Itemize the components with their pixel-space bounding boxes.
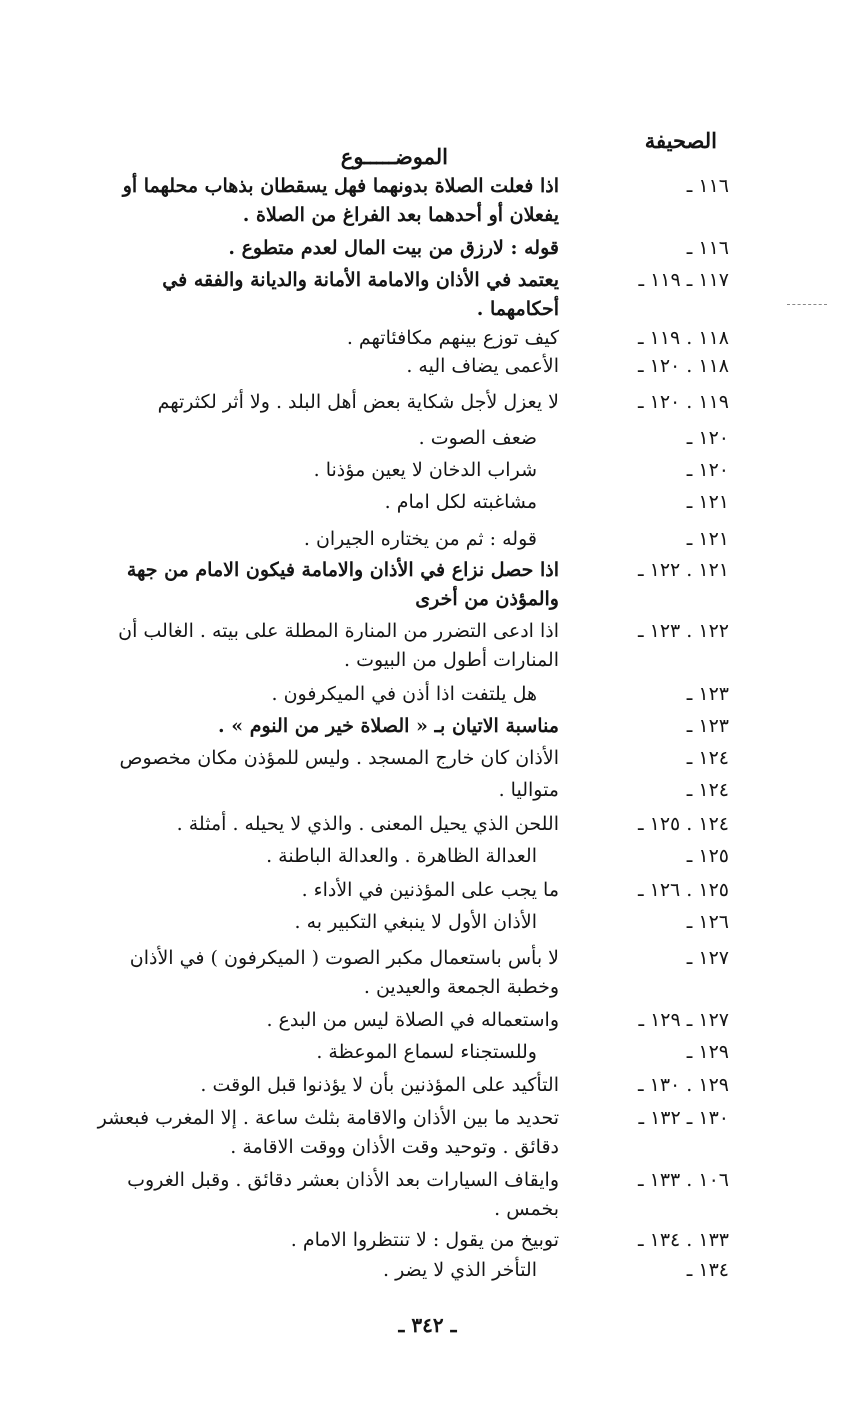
entry-pages: ١٣٤ ـ (686, 1259, 729, 1281)
entry-text: اذا فعلت الصلاة بدونهما فهل يسقطان بذهاب محلهما أو يفعلان أو أحدهما بعد الفراغ من الصلاة . (122, 175, 559, 226)
entry-pages: ١١٧ ـ ١١٩ ـ (638, 269, 729, 291)
index-entry (90, 1226, 735, 1255)
entry-text: قوله : ثم من يختاره الجيران . (303, 528, 537, 550)
index-entry (90, 876, 735, 905)
entry-pages: ١٢٠ ـ (686, 427, 729, 449)
entry-pages: ١٢٦ ـ (686, 911, 729, 933)
entry-text: هل يلتفت اذا أذن في الميكرفون . (271, 683, 537, 705)
index-entry (90, 525, 735, 554)
entry-pages: ١٢٣ ـ (686, 715, 729, 737)
index-entry (90, 1071, 735, 1100)
entry-text: مشاغبته لكل امام . (384, 491, 537, 513)
index-entry (90, 617, 735, 675)
entry-pages: ١١٨ . ١٢٠ ـ (638, 355, 729, 377)
entry-text: الأذان كان خارج المسجد . وليس للمؤذن مكان مخصوص (119, 747, 559, 769)
index-entry (90, 1166, 735, 1224)
index-entry (90, 324, 735, 353)
entry-pages: ١١٩ . ١٢٠ ـ (638, 391, 729, 413)
entry-text: متواليا . (498, 779, 559, 801)
index-entry (90, 556, 735, 614)
entry-text: يعتمد في الأذان والامامة الأمانة والديانة والفقه في أحكامهما . (162, 269, 559, 320)
entry-pages: ١٢٢ . ١٢٣ ـ (638, 620, 729, 642)
index-entry (90, 488, 735, 517)
entry-pages: ١٢٥ . ١٢٦ ـ (638, 879, 729, 901)
entry-pages: ١٢١ ـ (686, 528, 729, 550)
entry-text: شراب الدخان لا يعين مؤذنا . (313, 459, 537, 481)
index-entry (90, 172, 735, 230)
entry-text: لا يعزل لأجل شكاية بعض أهل البلد . ولا أثر لكثرتهم (157, 391, 559, 413)
entry-pages: ١٢٣ ـ (686, 683, 729, 705)
index-entry (90, 842, 735, 871)
page-column-header: الصحيفة (644, 128, 717, 153)
entry-text: التأكيد على المؤذنين بأن لا يؤذنوا قبل الوقت . (200, 1074, 559, 1096)
index-entry (90, 1006, 735, 1035)
entry-text: ما يجب على المؤذنين في الأداء . (301, 879, 559, 901)
entry-text: قوله : لارزق من بيت المال لعدم متطوع . (228, 237, 559, 259)
index-entry (90, 424, 735, 453)
entry-pages: ١١٨ . ١١٩ ـ (638, 327, 729, 349)
entry-pages: ١١٦ ـ (686, 237, 729, 259)
index-entry (90, 810, 735, 839)
index-entry (90, 1104, 735, 1162)
index-entry (90, 1256, 735, 1285)
entry-pages: ١٢١ ـ (686, 491, 729, 513)
index-entry (90, 266, 735, 324)
entry-text: وللستجناء لسماع الموعظة . (316, 1041, 537, 1063)
entry-pages: ١٢٩ . ١٣٠ ـ (638, 1074, 729, 1096)
entry-pages: ١١٦ ـ (686, 175, 729, 197)
entry-pages: ١٣٣ . ١٣٤ ـ (638, 1229, 729, 1251)
entry-text: كيف توزع بينهم مكافئاتهم . (346, 327, 559, 349)
index-entry (90, 908, 735, 937)
index-entry (90, 944, 735, 1002)
index-entry (90, 1038, 735, 1067)
entry-pages: ١٠٦ . ١٣٣ ـ (638, 1169, 729, 1191)
entry-pages: ١٢٤ ـ (686, 747, 729, 769)
entry-text: الأعمى يضاف اليه . (406, 355, 559, 377)
subject-column-header: الموضـــــوع (340, 144, 448, 169)
index-entry (90, 744, 735, 773)
entry-text: ضعف الصوت . (418, 427, 537, 449)
index-entry (90, 352, 735, 381)
entry-pages: ١٢٤ ـ (686, 779, 729, 801)
page-number: ـ ٣٤٢ ـ (398, 1313, 457, 1337)
entry-pages: ١٢٥ ـ (686, 845, 729, 867)
entry-pages: ١٢٤ . ١٢٥ ـ (638, 813, 729, 835)
index-entry (90, 776, 735, 805)
entry-text: مناسبة الاتيان بـ « الصلاة خير من النوم » . (218, 715, 559, 737)
index-entry (90, 680, 735, 709)
entry-pages: ١٣٠ ـ ١٣٢ ـ (638, 1107, 729, 1129)
entry-pages: ١٢٠ ـ (686, 459, 729, 481)
entry-text: العدالة الظاهرة . والعدالة الباطنة . (266, 845, 537, 867)
entry-text: توبيخ من يقول : لا تنتظروا الامام . (290, 1229, 559, 1251)
entry-text: واستعماله في الصلاة ليس من البدع . (266, 1009, 559, 1031)
index-entry (90, 234, 735, 263)
index-entry (90, 388, 735, 417)
margin-mark (787, 304, 827, 306)
index-entry (90, 712, 735, 741)
index-entry (90, 456, 735, 485)
entry-text: لا بأس باستعمال مكبر الصوت ( الميكرفون ) في الأذان وخطبة الجمعة والعيدين . (129, 947, 559, 998)
entry-text: تحديد ما بين الأذان والاقامة بثلث ساعة . إلا المغرب فبعشر دقائق . وتوحيد وقت الأذان ووقت الاقامة . (97, 1107, 559, 1158)
entry-text: اذا ادعى التضرر من المنارة المطلة على بيته . الغالب أن المنارات أطول من البيوت . (118, 620, 559, 671)
entry-text: التأخر الذي لا يضر . (382, 1259, 537, 1281)
entry-text: وايقاف السيارات بعد الأذان بعشر دقائق . وقبل الغروب بخمس . (127, 1169, 559, 1220)
entry-pages: ١٢٩ ـ (686, 1041, 729, 1063)
entry-text: اللحن الذي يحيل المعنى . والذي لا يحيله . أمثلة . (176, 813, 559, 835)
entry-pages: ١٢٧ ـ (686, 947, 729, 969)
entry-pages: ١٢٧ ـ ١٢٩ ـ (638, 1009, 729, 1031)
entry-text: الأذان الأول لا ينبغي التكبير به . (294, 911, 537, 933)
entry-text: اذا حصل نزاع في الأذان والامامة فيكون الامام من جهة والمؤذن من أخرى (126, 559, 559, 610)
entry-pages: ١٢١ . ١٢٢ ـ (638, 559, 729, 581)
